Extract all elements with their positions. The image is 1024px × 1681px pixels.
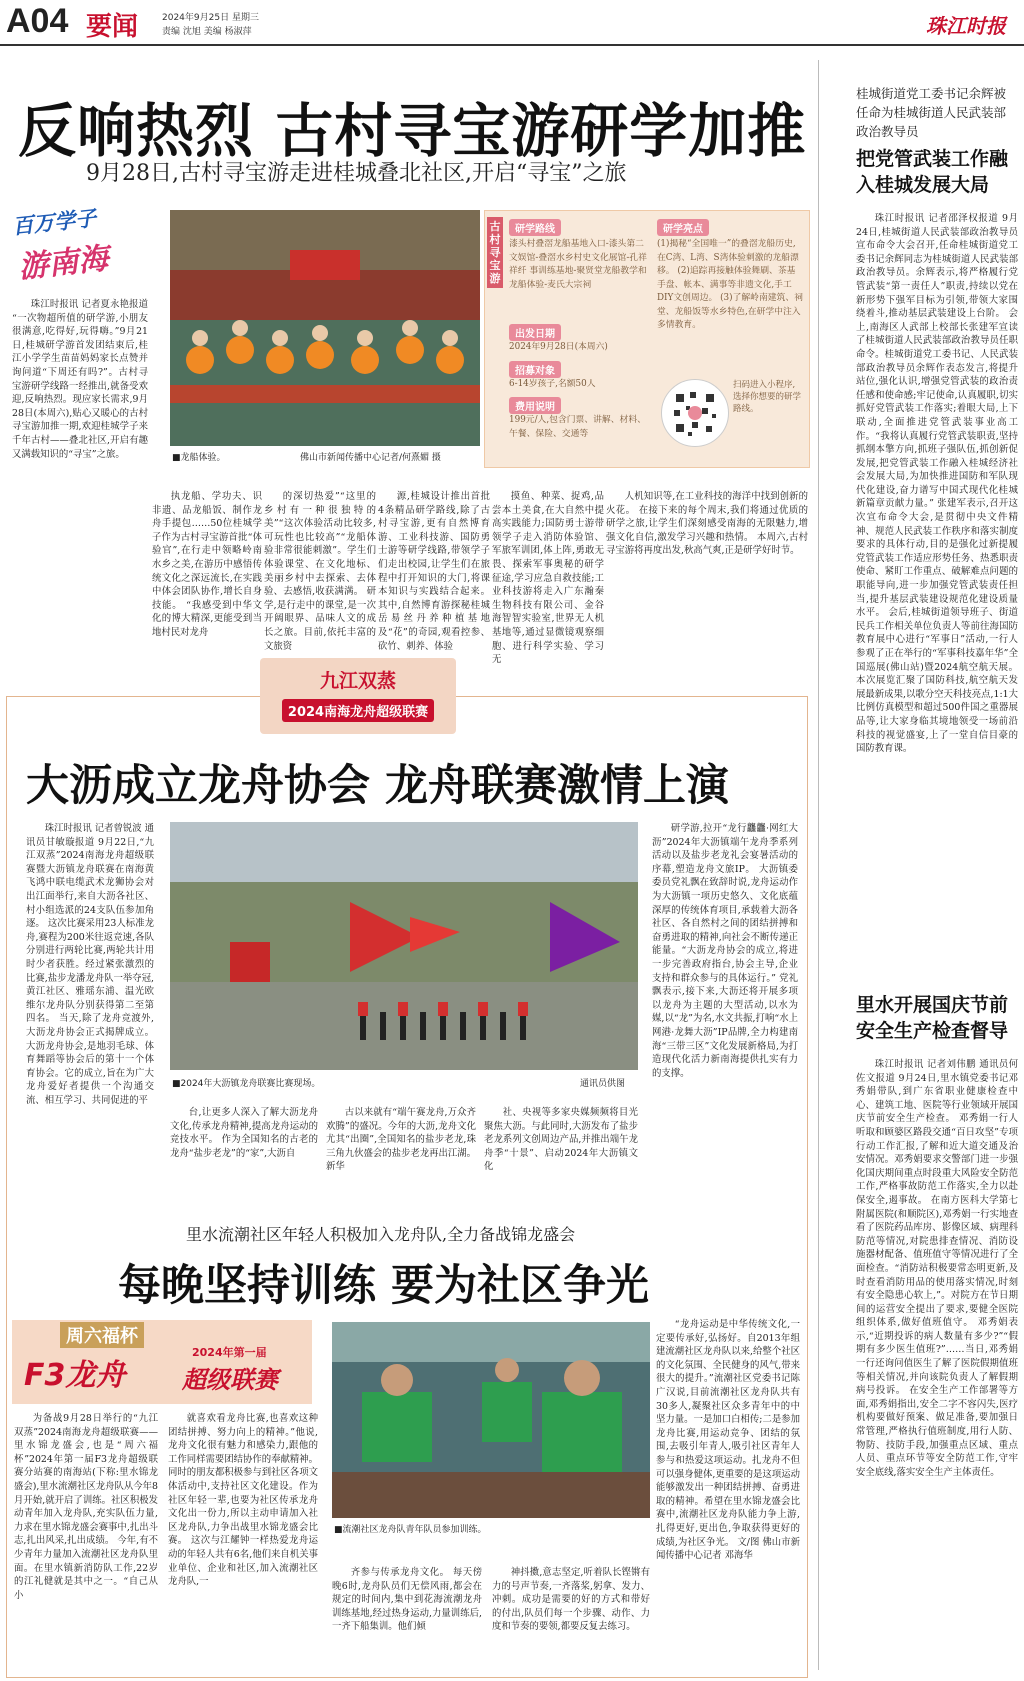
story3-kicker: 里水流潮社区年轻人积极加入龙舟队,全力备战锦龙盛会 xyxy=(186,1225,576,1244)
race-photo-illustration xyxy=(170,822,638,1070)
story2-col5: 研学游,拉开“龙行龘龘·网红大沥”2024年大沥镇端午龙舟季系列活动以及盐步老龙礼会宴暑活动的序幕,塑造龙舟文旅IP。 大沥镇委委员党礼飘在致辞时说,龙舟运动作为大沥镇一项历史悠久、文化底蕴深厚的传统体育项目,承载着大沥各社区、各自然村之间的团结拼搏和奋勇进取的精神,向社会不断传递正能量。“大沥龙舟协会的成立,将进一步完善政府指台,协会主导,企业支持和群众参与的具体运行。” 党礼飘表示,接下来,大沥还将开展多项以龙舟为主题的大型活动,以水为媒,以“龙”为名,水文共振,打响“水上网港·龙舞大沥”IP品牌,全力构建南海“三带三区”文化发展新格局,为打造现代化活力新南海提供扎实有力的支撑。 xyxy=(652,823,798,1079)
story1-photo-credit: 佛山市新闻传播中心记者/何熹媚 摄 xyxy=(300,453,441,463)
story2-col3: 古以来就有“端午赛龙舟,万众齐欢腾”的盛况。今年的大沥,龙舟文化尤其“出圈”,全国知名的盐步老龙,珠三角九伙盛会的盐步老龙再出江湖。新华 xyxy=(326,1107,477,1173)
sidebar1-title: 把党管武装工作融入桂城发展大局 xyxy=(856,148,1009,196)
story1-col4: 源,桂城设计推出首批4条精品研学路线,除了古村寻宝游,更有自然博育游、工业科技游、国防勇士游等研学线路,带领学子们走出校园,让学生们在旅程中打开知识的大门,将课本知识与实践结合起来。 其中,自然博育游探秘桂城岳易丝丹养种植基地及“花”的奇园,观看控参、砍竹、刺养、体验 xyxy=(378,491,490,652)
qr-code-icon xyxy=(662,380,728,446)
story2-title: 大沥成立龙舟协会 龙舟联赛激情上演 xyxy=(26,761,729,811)
logo-bottom-text: 游南海 xyxy=(16,241,111,286)
league-banner-title: 2024南海龙舟超级联赛 xyxy=(282,699,434,722)
dragon-boat-race-photo xyxy=(170,822,638,1070)
sidebar2-title: 里水开展国庆节前安全生产检查督导 xyxy=(856,994,1009,1042)
dragon-boat-experience-photo xyxy=(170,210,480,446)
editors-line: 责编 沈旭 美编 杨淑萍 xyxy=(162,27,252,37)
sidebar1-kicker: 桂城街道党工委书记余辉被任命为桂城街道人民武装部政治教导员 xyxy=(856,86,1007,139)
highlight-tag: 研学亮点 xyxy=(657,219,709,236)
story1-col3: 的深切热爱”“这里的乡村有一种很独特的美”“这次体验活动比较多,可玩性也比较高”“龙船体验非常很能刺激”。学生们体验课堂、在文化地标、美丽乡村中去探索、去体验、去感悟,收获满满。 研学,是行走中的课堂,是一次开阔眼界、品味人文的成长之旅。目前,依托丰富的文旅资 xyxy=(264,491,376,652)
fee-tag: 费用说明 xyxy=(509,397,561,414)
story3-title: 每晚坚持训练 要为社区争光 xyxy=(118,1261,649,1311)
story2-col1: 珠江时报讯 记者曾锐波 通讯员甘敏璇报道 9月22日,“九江双蒸”2024南海龙舟超级联赛暨大沥镇龙舟联赛在南海黄飞鸿中联电缆武术龙狮协会对出江面举行,来自大沥各社区、村小组选派的24支队伍参加角逐。 这次比赛采用23人标准龙舟,赛程为200米往返竞速,各队分别进行两轮比赛,两轮共计用时少者获胜。经过紧张激烈的比赛,盐步龙潘龙舟队一举夺冠,黄江社区、雅瑶东浦、温光欧维尔龙舟队分别获得第二至第四名。 当天,除了龙舟竞渡外,大沥龙舟协会正式揭牌成立。大沥龙舟协会,是地羽毛球、体育舞蹈等协会后的第十一个体育协会。它的成立,旨在为广大龙舟爱好者提供一个沟通交流、相互学习、共同促进的平 xyxy=(26,823,154,1106)
story3-photo-caption: ■流潮社区龙舟队青年队员参加训练。 xyxy=(334,1525,487,1535)
training-photo-illustration xyxy=(332,1322,650,1518)
story2-photo-caption: ■2024年大沥镇龙舟联赛比赛现场。 xyxy=(172,1079,321,1089)
fee-text: 199元/人,包含门票、讲解、材料、午餐、保险、交通等 xyxy=(509,415,646,439)
f3-banner-brand: F3龙舟 xyxy=(24,1358,126,1393)
story1-subtitle: 9月28日,古村寻宝游走进桂城叠北社区,开启“寻宝”之旅 xyxy=(86,161,627,186)
league-banner-brand: 九江双蒸 xyxy=(319,670,396,692)
story2-col2: 台,让更多人深入了解大沥龙舟文化,传承龙舟精神,提高龙舟运动的竞技水平。 作为全国知名的古老的龙舟“盐步老龙”的“家”,大沥自 xyxy=(170,1107,318,1159)
story1-col2: 执龙船、学功夫、识非遗、品龙船饭、制作龙舟手提包……50位桂城学子作为古村寻宝游首批“体验官”,在行走中领略岭南水乡之美,在游历中感悟传统文化之深远流长,在实践中体会团队协作,增长自身技能。 “我感受到中华文化的博大精深,更能受到当地村民对龙舟 xyxy=(152,491,262,638)
route-tag: 研学路线 xyxy=(509,219,561,236)
story3-col2: 就喜欢看龙舟比赛,也喜欢这种团结拼搏、努力向上的精神。”他说,龙舟文化很有魅力和感染力,跟他的工作同样需要团结协作的奉献精神。同时的朋友都积极参与到社区各项文体活动中,支持社区文化建设。作为社区年轻一辈,也要为社区传承龙舟文化出一份力,所以主动申请加入社区龙舟队,力争出战里水锦龙盛会比赛。 这次与江耀钟一样热爱龙舟运动的年轻人共有6名,他们来自机关事业单位、企业和社区,加入流潮社区龙舟队,一 xyxy=(168,1413,319,1588)
story1-col6: 人机知识等,在工业科技的海洋中找到创新的火花。 在接下来的每个周末,我们将通过优质的研学之旅,让学生们深刻感受南海的无限魅力,增强文化自信,激发学习兴趣和热情。 本周六,古村寻宝游将再度出发,秋高气爽,正是研学好时节。 xyxy=(606,491,808,557)
sidebar-divider xyxy=(818,60,819,1670)
league-banner xyxy=(260,658,456,734)
f3-banner-sponsor: 周六福杯 xyxy=(60,1322,144,1348)
date-tag: 出发日期 xyxy=(509,324,561,341)
f3-league-banner xyxy=(12,1320,312,1404)
date-line: 2024年9月25日 星期三 xyxy=(162,13,259,23)
f3-banner-title: 超级联赛 xyxy=(182,1366,278,1394)
story3-col4: 神抖擞,意志坚定,听着队长铿锵有力的号声节奏,一齐落桨,躬拿、发力、冲刺。成功是需要的好的方式和带好的付出,队员们每一个步骤、动作、力度和节奏的要领,都要反复去练习。 xyxy=(492,1567,650,1633)
story1-title: 反响热烈 古村寻宝游研学加推 xyxy=(18,97,807,165)
photo-illustration xyxy=(170,210,480,446)
sidebar2-body: 珠江时报讯 记者刘伟鹏 通讯员何佐文报道 9月24日,里水镇党委书记邓秀娟带队,到广东省职业健康检查中心、建筑工地、医院等行业领域开展国庆节前安全生产检查。 邓秀娟一行人听取和顾婆区路段交通“百日攻坚”专项行动工作汇报,了解和近大道交通及治安情况。邓秀娟要求交警部门进一步强化国庆期间重点时段重大风险安全防范工作,严格事故防范工作落实,全力以赴保安全,遏事故。 在南方医科大学第七附属医院(和顺院区),邓秀娟一行实地查看了医院药品库房、影像区域、病理科防范等情况,对院患排查情况、消防设施器材配备、值班值守等情况进行了全面检查。“消防站积极要常态明更新,及时查看消防用品的使用落实情况,时刻有安全隐患心软上,”。对院方在节日期间的运营安全提出了要求,要健全医院组织体系,做好值班值守。 邓秀娟表示,“近期投诉的病人数量有多少?”“假期有多少医生值班?”……当日,邓秀娟一行还询问值医生了解了医院假期值班等相关情况,并向该院负责人了解假期病号投诉。 在安全生产工作部署等方面,邓秀娟指出,安全二字不容闪失,医疗机构要做好预案、做足准备,要加强日常管理,严格执行值班制度,用行人防、物防、技防手段,加强重点区域、重点人员、重点环节等安全防范工作,守牢安全底线,落实安全生产主体责任。 xyxy=(856,1059,1018,1478)
story2-photo-credit: 通讯员供图 xyxy=(580,1079,626,1089)
f3-banner-edition: 2024年第一届 xyxy=(192,1346,267,1359)
route-text: 漆头村叠滘龙船基地入口-漆头第二文娱馆-叠滘水乡村史文化展馆-孔祥祥纤 事训练基地-聚贤堂龙船教学和龙船体验-麦氏大宗祠 xyxy=(509,239,647,290)
qr-code[interactable] xyxy=(661,379,729,447)
page-code: A04 xyxy=(6,2,69,40)
header-rule xyxy=(0,44,1024,46)
date-text: 2024年9月28日(本周六) xyxy=(509,342,608,352)
team-training-photo xyxy=(332,1322,650,1518)
info-box-label: 古村寻宝游 xyxy=(487,217,503,288)
story2-col4: 社、央视等多家央媒频频将目光聚焦大沥。与此同时,大沥发布了盐步老龙系列文创周边产品,并推出端午龙舟季“十景”、启动2024年大沥镇文化 xyxy=(484,1107,638,1173)
highlight-text: (1)揭秘“全国唯一”的叠滘龙船历史,在C湾、L湾、S湾体验刺激的龙船漂移。 (2)追踪再接触体验舞刷、茶基手盘、帐本、满事等非遗文化,手工DIY文创周边。 (3)了解岭南建筑、祠堂、龙船饭等水乡特色,在研学中注入多情教育。 xyxy=(657,239,803,330)
masthead-logo: 珠江时报 xyxy=(926,14,1006,38)
sidebar1-body: 珠江时报讯 记者邵泽权报道 9月24日,桂城街道人民武装部政治教导员宣布命令大会召开,任命桂城街道党工委书记余辉同志为桂城街道人民武装部政治教导员。余辉表示,将严格履行党管武装“第一责任人”职责,持续以党在新形势下强军目标为引领,带领大家围绕着斗,推动基层武装建设上台阶。 会上,南海区人武部上校部长张建军宣读了桂城街道人民武装部政治教导员任职命令。桂城街道党工委书记、人民武装部政治教导员余辉作表态发言,将提升站位,强化认识,增强党管武装的政治责任感和使命感;牢记使命,认真履职,切实抓好党管武装工作落实;着眼大局,上下联动,全面推进党管武装事业高工作。“我将认真履行党管武装职责,坚持抓纲本擎方向,抓班子强队伍,抓创新促发展,把党管武装工作融入桂城经济社会发展大局,为加快推进国防和军队现代化建设,奋力谱写中国式现代化桂城新篇章贡献力量。” 张建军表示,召开这次宣布命令大会,是贯彻中央文件精神、规范人民武装工作秩序和落实制度要求的具体行动,目的是强化过新提履党管武装工作适应形势任务、热悉职责使命、紧盯工作重点、破解难点问题的职能导向,进一步加强党管武装责任担当,提升基层武装建设规范化建设质量水平。 会后,桂城街道领导班子、街道民兵工作相关单位负责人等前往海国防教育展中心进行“军事日”活动,一行人参观了正在举行的“军事科技嘉年华”全国巡展(佛山站)暨2024航空航天展。本次展览汇聚了国防科技,航空航天发展最新成果,以歌分空天科技亮点,1:1大比例仿真模型和超过500件国之重器展品等,让大家身临其境地领受一场前沿科技的视觉盛宴,上了一堂自信目豪的国防教育课。 xyxy=(856,213,1018,755)
story3-col1: 为备战9月28日举行的“九江双蒸”2024南海龙舟超级联赛——里水锦龙盛会,也是“周六福杯”2024年第一届F3龙舟超级联赛分站赛的南海站(下称:里水锦龙盛会),里水流潮社区龙舟队从今年8月开始,就开启了训练。社区积极发动青年加入龙舟队,充实队伍力量,力求在里水锦龙盛会赛事中,扎出斗志,扎出风采,扎出成绩。 今年,有不少青年力量加入流潮社区龙舟队里面。在里水镇新消防队工作,22岁的江礼健就是其中之一。“自己从小 xyxy=(14,1413,158,1601)
story1-col5: 摸鱼、种菜、捉鸡,品尝本土美食,在大自然中提高实践能力;国防勇士游带领学子走入消防体验馆、军旅军训团,体上阵,勇敢无畏、探索军事奥秘的研学征途,学习应急自救技能;工业科技游将走入广东瀚秦生物科技有限公司、金谷海智智实验室,世界无人机基地等,通过显微镜观察细胞、进行科学实验、学习无 xyxy=(492,491,604,666)
study-tour-info-box xyxy=(484,210,810,468)
story3-col3: 齐参与传承龙舟文化。 每天傍晚6时,龙舟队员们无偿风雨,都会在规定的时间内,集中到花海流潮龙舟训练基地,经过热身运动,力量训练后,一齐下船集训。他们倾 xyxy=(332,1567,482,1633)
qr-note: 扫码进入小程序,选择你想要的研学路线。 xyxy=(733,380,802,414)
logo-top-text: 百万学子 xyxy=(11,206,98,239)
students-tour-logo xyxy=(12,204,144,286)
target-text: 6-14岁孩子,名额50人 xyxy=(509,378,596,389)
story1-photo-caption: ■龙船体验。 xyxy=(172,453,226,463)
story3-col5: “龙舟运动是中华传统文化,一定要传承好,弘扬好。自2013年组建流潮社区龙舟队以来,给整个社区的文化氛围、全民健身的风气,带来很大的提升。”流潮社区党委书记陈广汉说,目前流潮社区龙舟队共有30多人,凝聚社区众多青年中的中坚力量。一是加口白相传;二是参加龙舟比赛,用运动竞争、团结的氛围,去吸引年青人,吸引社区青年人参与和热爱这项运动。扎龙舟不但可以强身健体,更重要的是这项运动能够激发出一种团结拼搏、奋勇进取的精神。希望在里水锦龙盛会比赛中,流潮社区龙舟队能力争上游,扎得更好,更出色,争取获得更好的成绩,为社区争光。 文/图 佛山市新闻传播中心记者 邓海华 xyxy=(656,1319,800,1562)
target-tag: 招募对象 xyxy=(509,361,561,378)
section-name: 要闻 xyxy=(86,12,139,42)
story1-lead: 珠江时报讯 记者夏永艳报道 “一次物超所值的研学游,小朋友很满意,吃得好,玩得嗨。”9月21日,桂城研学游首发团结束后,桂江小学学生苗苗妈妈家长点赞并询问道“下周还有吗?”。古村寻宝游研学线路一经推出,就备受欢迎,反响热烈。现应家长需求,9月28日(本周六),贴心又暖心的古村寻宝游加推一期,欢迎桂城学子来千年古村——叠北社区,开启有趣又满载知识的“寻宝”之旅。 xyxy=(12,299,148,460)
